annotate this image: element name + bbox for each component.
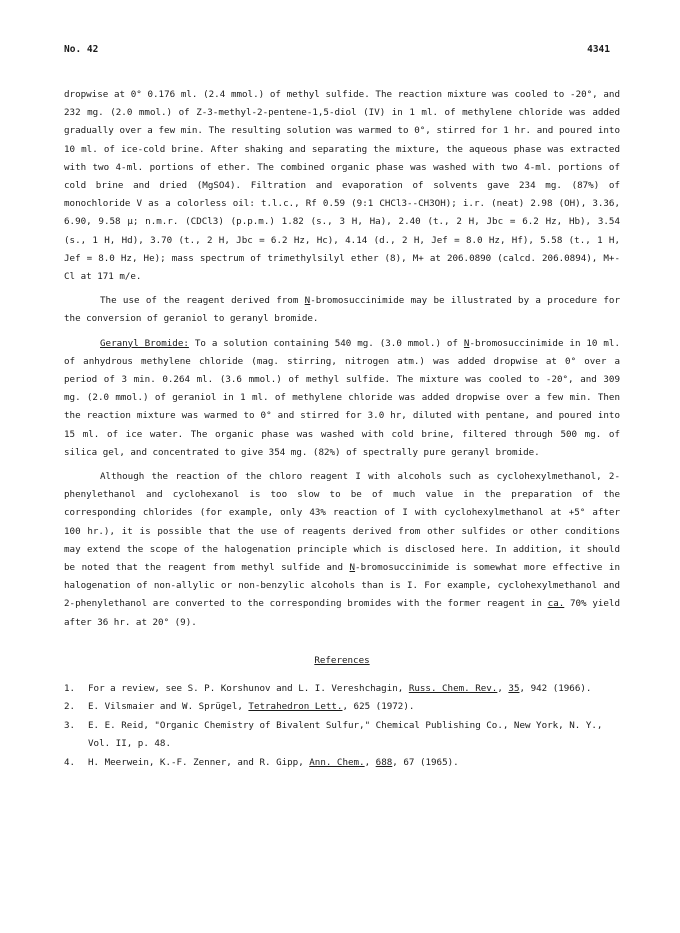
paragraph-nbs-intro: The use of the reagent derived from N-bromosuccinimide may be illustrated by a procedure for the conversion of geraniol to geranyl bromide. [64,295,620,325]
paragraph-monochloride-procedure: dropwise at 0° 0.176 ml. (2.4 mmol.) of methyl sulfide. The reaction mixture was cooled to -20°, and 232 mg. (2.0 mmol.) of Z-3-methyl-2-pentene-1,5-diol (IV) in 1 ml. of methylene chloride was added gradually over a few min. The resulting solution was warmed to 0°, stirred for 1 hr. and poured into 10 ml. of ice-cold brine. After shaking and separating the mixture, the aqueous phase was extracted with two 4-ml. portions of ether. The combined organic phase was washed with two 4-ml. portions of cold brine and dried (MgSO4). Filtration and evaporation of solvents gave 234 mg. (87%) of monochloride V as a colorless oil: t.l.c., Rf 0.59 (9:1 CHCl3--CH3OH); i.r. (neat) 2.98 (OH), 3.36, 6.90, 9.58 μ; n.m.r. (CDCl3) (p.p.m.) 1.82 (s., 3 H, Ha), 2.40 (t., 2 H, Jbc = 6.2 Hz, Hb), 3.54 (s., 1 H, Hd), 3.70 (t., 2 H, Jbc = 6.2 Hz, Hc), 4.14 (d., 2 H, Jef = 8.0 Hz, Hf), 5.58 (t., 1 H, Jef = 8.0 Hz, He); mass spectrum of trimethylsilyl ether (8), M+ at 206.0890 (calcd. 206.0894), M+-Cl at 171 m/e. [64,89,620,283]
journal-name: Tetrahedron Lett. [248,701,343,713]
article-body [64,86,620,772]
reference-item: 1. For a review, see S. P. Korshunov and L. I. Vereshchagin, Russ. Chem. Rev., 35, 942 (1966). [64,682,592,694]
page-number: 4341 [587,44,610,55]
journal-name: Ann. Chem. [309,756,365,768]
reference-item: 4. H. Meerwein, K.-F. Zenner, and R. Gipp, Ann. Chem., 688, 67 (1965). [64,756,459,768]
journal-name: Russ. Chem. Rev. [408,682,498,694]
paragraph-geranyl-bromide: Geranyl Bromide: To a solution containing 540 mg. (3.0 mmol.) of N-bromosuccinimide in 10 ml. of anhydrous methylene chloride (mag. stirring, nitrogen atm.) was added dropwise at 0° over a period of 3 min. 0.264 ml. (3.6 mmol.) of methyl sulfide. The mixture was cooled to -20°, and 309 mg. (2.0 mmol.) of geraniol in 1 ml. of methylene chloride was added dropwise over a few min. Then the reaction mixture was warmed to 0° and stirred for 3.0 hr, diluted with pentane, and poured into 15 ml. of ice water. The organic phase was washed with cold brine, filtered through 500 mg. of silica gel, and concentrated to give 354 mg. (82%) of spectrally pure geranyl bromide. [64,337,620,458]
paragraph-discussion: Although the reaction of the chloro reagent I with alcohols such as cyclohexylmethanol, 2-phenylethanol and cyclohexanol is too slow to be of much value in the preparation of the corresponding chlorides (for example, only 43% reaction of I with cyclohexylmethanol at +5° after 100 hr.), it is possible that the use of reagents derived from other sulfides or other conditions may extend the scope of the halogenation principle which is disclosed here. In addition, it should be noted that the reagent from methyl sulfide and N-bromosuccinimide is somewhat more effective in halogenation of non-allylic or non-benzylic alcohols than is I. For example, cyclohexylmethanol and 2-phenylethanol are converted to the corresponding bromides with the former reagent in ca. 70% yield after 36 hr. at 20° (9). [64,471,620,628]
volume: 688 [375,756,393,768]
procedure-title: Geranyl Bromide: [100,337,189,349]
references-heading: References [314,654,370,666]
n-italic: N [304,295,311,307]
reference-item: 2. E. Vilsmaier and W. Sprügel, Tetrahedron Lett., 625 (1972). [64,701,415,713]
reference-item: 3. E. E. Reid, "Organic Chemistry of Bivalent Sulfur," Chemical Publishing Co., New York, N. Y., Vol. II, p. 48. [64,719,603,750]
issue-number: No. 42 [64,44,99,55]
volume: 35 [508,682,520,694]
references-list [64,680,620,773]
